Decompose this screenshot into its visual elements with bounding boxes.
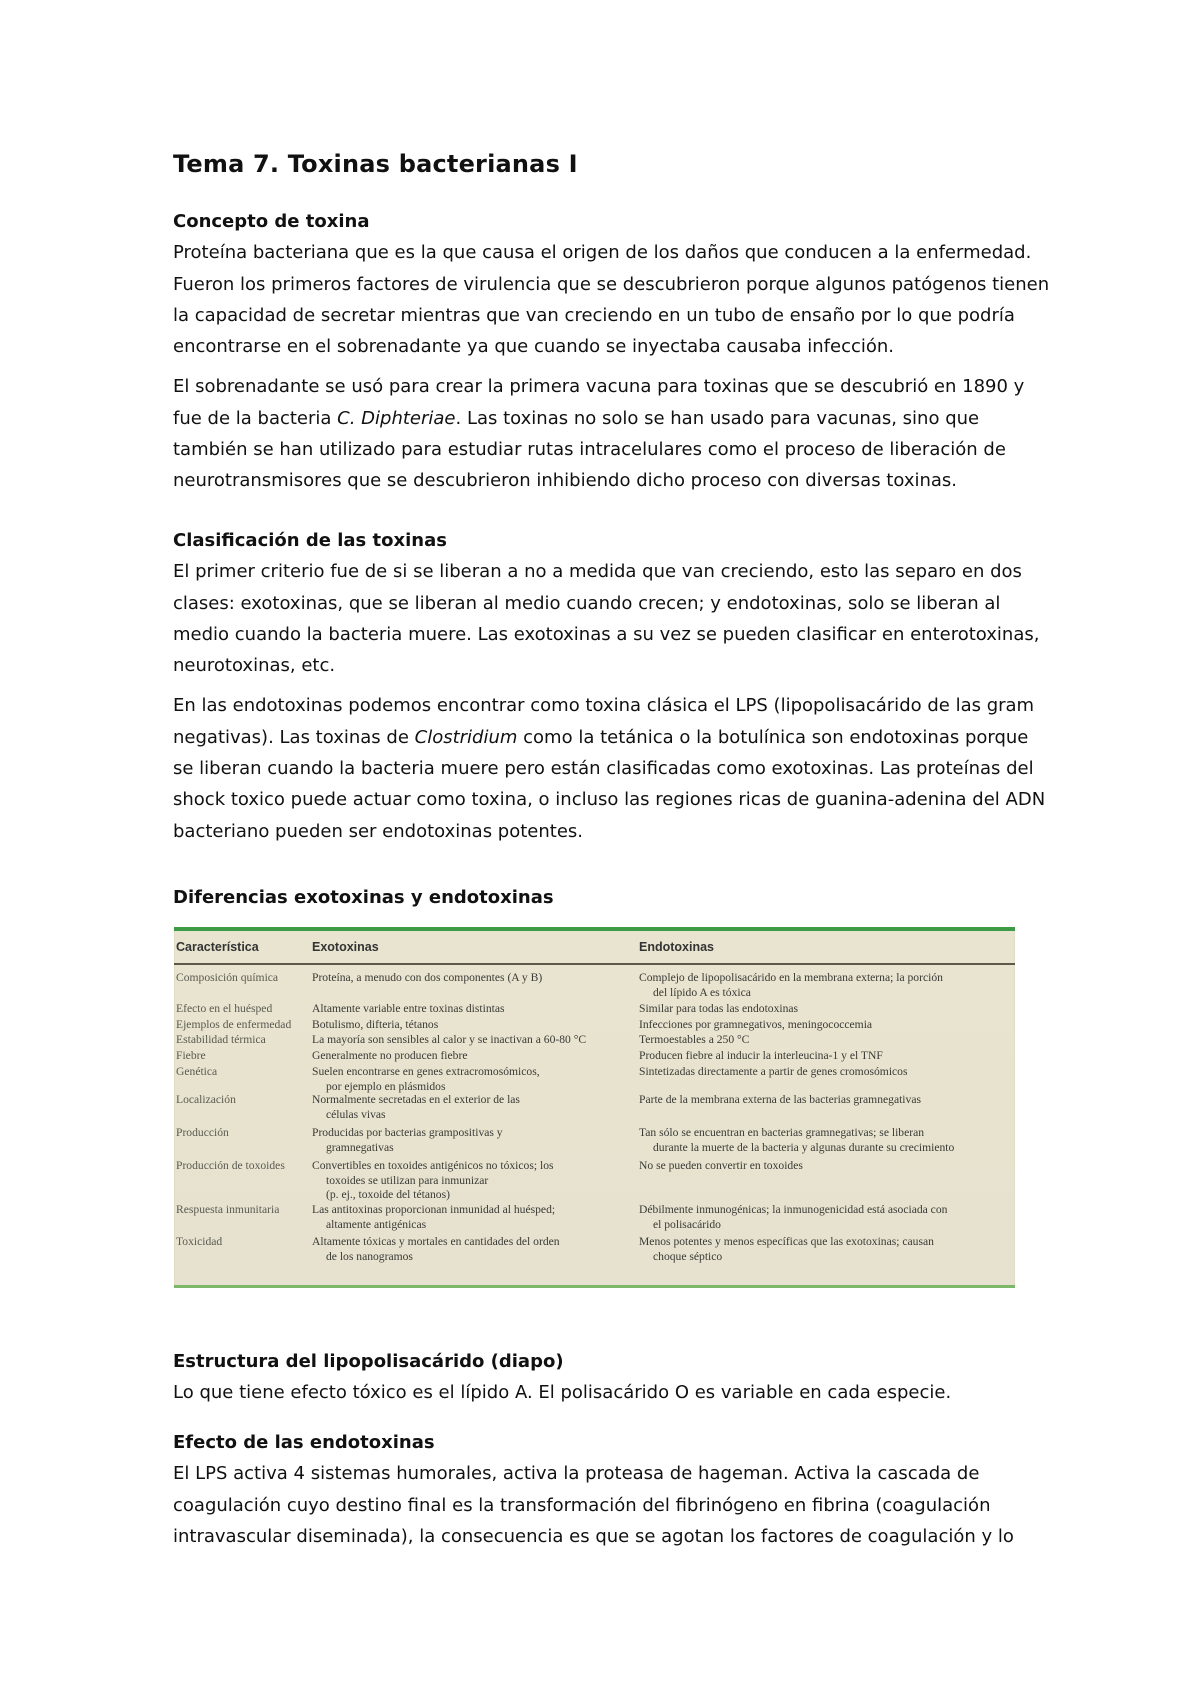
table-cell-line: Convertibles en toxoides antigénicos no tóxicos; los — [312, 1159, 554, 1172]
section-heading: Clasificación de las toxinas — [173, 530, 447, 551]
section-concepto — [173, 206, 1053, 497]
table-cell-line: Altamente tóxicas y mortales en cantidades del orden — [312, 1235, 560, 1248]
table-cell-exotoxinas — [312, 971, 612, 986]
table-cell-endotoxinas — [639, 1203, 1009, 1232]
text-run: . Las toxinas no solo se han usado para vacunas, sino que también se han utilizado para estudiar rutas intracelulares como el proceso de liberación de neurotransmisores que se descubrieron inhibiendo dicho proceso con diversas toxinas. — [173, 407, 1006, 492]
section-heading: Estructura del lipopolisacárido (diapo) — [173, 1351, 564, 1372]
table-cell-line: Débilmente inmunogénicas; la inmunogenicidad está asociada con — [639, 1203, 948, 1216]
table-cell-endotoxinas — [639, 1065, 1009, 1080]
table-cell-line: Similar para todas las endotoxinas — [639, 1002, 799, 1015]
table-cell-line: altamente antigénicas — [326, 1217, 427, 1231]
table-cell-exotoxinas — [312, 1018, 612, 1033]
table-cell-line: Tan sólo se encuentran en bacterias gramnegativas; se liberan — [639, 1126, 925, 1139]
table-header-caracteristica: Característica — [176, 940, 259, 954]
table-cell-line: choque séptico — [653, 1249, 723, 1263]
table-header — [174, 931, 1015, 965]
table-cell-line: No se pueden convertir en toxoides — [639, 1159, 803, 1172]
table-cell-endotoxinas — [639, 1126, 1009, 1155]
table-header-endotoxinas: Endotoxinas — [639, 940, 715, 954]
table-cell-line: Parte de la membrana externa de las bacterias gramnegativas — [639, 1093, 921, 1106]
table-cell-line: Complejo de lipopolisacárido en la membrana externa; la porción — [639, 971, 943, 984]
table-cell-exotoxinas — [312, 1002, 612, 1017]
table-cell-line: de los nanogramos — [326, 1249, 413, 1263]
table-cell-endotoxinas — [639, 1235, 1009, 1264]
table-cell-caracteristica: Producción — [176, 1126, 229, 1139]
table-cell-line: (p. ej., toxoide del tétanos) — [326, 1188, 450, 1201]
section-heading: Diferencias exotoxinas y endotoxinas — [173, 887, 554, 908]
table-cell-line: Termoestables a 250 °C — [639, 1033, 750, 1046]
table-cell-caracteristica: Genética — [176, 1065, 218, 1078]
table-cell-endotoxinas — [639, 1018, 1009, 1033]
text-run: como la tetánica o la botulínica son endotoxinas porque se liberan cuando la bacteria muere pero están clasificadas como exotoxinas. Las proteínas del shock toxico puede actuar como toxina, o incluso las regiones ricas de guanina-adenina del ADN bacteriano pueden ser endotoxinas potentes. — [173, 726, 1046, 842]
species-name: C. Diphteriae — [337, 407, 456, 429]
table-cell-line: durante la muerte de la bacteria y algunas durante su crecimiento — [653, 1140, 955, 1154]
table-cell-line: Altamente variable entre toxinas distintas — [312, 1002, 505, 1015]
table-cell-line: Generalmente no producen fiebre — [312, 1049, 468, 1062]
table-cell-line: Suelen encontrarse en genes extracromosómicos, — [312, 1065, 540, 1078]
table-cell-caracteristica: Composición química — [176, 971, 279, 984]
table-cell-line: células vivas — [326, 1107, 386, 1121]
table-cell-line: toxoides se utilizan para inmunizar — [326, 1173, 489, 1187]
table-cell-caracteristica: Producción de toxoides — [176, 1159, 285, 1172]
table-cell-caracteristica: Toxicidad — [176, 1235, 223, 1248]
text-run: En las endotoxinas podemos encontrar como toxina clásica el LPS (lipopolisacárido de las gram negativas). Las toxinas de — [173, 695, 1035, 748]
table-cell-caracteristica: Fiebre — [176, 1049, 206, 1062]
section-estructura — [173, 1346, 1053, 1409]
table-cell-line: Las antitoxinas proporcionan inmunidad al huésped; — [312, 1203, 556, 1216]
table-cell-exotoxinas — [312, 1049, 612, 1064]
table-cell-endotoxinas — [639, 1033, 1009, 1048]
table-cell-line: Menos potentes y menos específicas que las exotoxinas; causan — [639, 1235, 934, 1248]
table-cell-line: el polisacárido — [653, 1217, 721, 1231]
table-cell-line: Botulismo, difteria, tétanos — [312, 1018, 439, 1031]
table-cell-caracteristica: Efecto en el huésped — [176, 1002, 273, 1015]
table-cell-line: Producidas por bacterias grampositivas y — [312, 1126, 503, 1139]
table-cell-exotoxinas — [312, 1235, 612, 1264]
table-cell-caracteristica: Estabilidad térmica — [176, 1033, 266, 1046]
table-cell-line: Infecciones por gramnegativos, meningococcemia — [639, 1018, 873, 1031]
page-title: Tema 7. Toxinas bacterianas I — [173, 150, 578, 178]
section-clasificacion — [173, 525, 1053, 847]
table-cell-caracteristica: Respuesta inmunitaria — [176, 1203, 280, 1216]
table-cell-endotoxinas — [639, 1002, 1009, 1017]
table-cell-endotoxinas — [639, 1093, 1009, 1108]
table-cell-caracteristica: Ejemplos de enfermedad — [176, 1018, 292, 1031]
table-cell-line: por ejemplo en plásmidos — [326, 1079, 446, 1093]
text-run: El sobrenadante se usó para crear la primera vacuna para toxinas que se descubrió en 1890 y fue de la bacteria — [173, 376, 1025, 429]
table-header-exotoxinas: Exotoxinas — [312, 940, 379, 954]
table-cell-exotoxinas — [312, 1093, 612, 1122]
table-cell-exotoxinas — [312, 1065, 612, 1094]
section-efecto — [173, 1427, 1053, 1552]
table-cell-exotoxinas — [312, 1203, 612, 1232]
table-cell-caracteristica: Localización — [176, 1093, 236, 1106]
table-cell-line: Sintetizadas directamente a partir de genes cromosómicos — [639, 1065, 908, 1078]
section-heading: Efecto de las endotoxinas — [173, 1432, 435, 1453]
table-cell-exotoxinas — [312, 1159, 612, 1203]
paragraph — [173, 690, 1053, 846]
paragraph — [173, 371, 1053, 496]
paragraph: Proteína bacteriana que es la que causa el origen de los daños que conducen a la enfermedad. Fueron los primeros factores de virulencia que se descubrieron porque algunos patógenos tienen la capacidad de secretar mientras que van creciendo en un tubo de ensaño por lo que podría encontrarse en el sobrenadante ya que cuando se inyectaba causaba infección. — [173, 242, 1050, 358]
genus-name: Clostridium — [414, 726, 518, 748]
table-cell-endotoxinas — [639, 1159, 1009, 1174]
section-heading: Concepto de toxina — [173, 211, 370, 232]
table-cell-line: Producen fiebre al inducir la interleucina-1 y el TNF — [639, 1049, 883, 1062]
table-cell-line: La mayoría son sensibles al calor y se inactivan a 60-80 °C — [312, 1033, 587, 1046]
table-cell-endotoxinas — [639, 971, 1009, 1000]
comparison-table-image — [174, 927, 1015, 1288]
table-cell-line: Proteína, a menudo con dos componentes (A y B) — [312, 971, 543, 984]
section-diferencias — [173, 882, 1053, 913]
paragraph: Lo que tiene efecto tóxico es el lípido A. El polisacárido O es variable en cada especie. — [173, 1382, 952, 1404]
table-cell-exotoxinas — [312, 1126, 612, 1155]
table-cell-line: gramnegativas — [326, 1140, 394, 1154]
table-cell-line: Normalmente secretadas en el exterior de las — [312, 1093, 520, 1106]
table-cell-exotoxinas — [312, 1033, 612, 1048]
table-cell-line: del lípido A es tóxica — [653, 985, 751, 999]
paragraph: El LPS activa 4 sistemas humorales, activa la proteasa de hageman. Activa la cascada de coagulación cuyo destino final es la transformación del fibrinógeno en fibrina (coagulación intravascular diseminada), la consecuencia es que se agotan los factores de coagulación y lo — [173, 1463, 1014, 1547]
table-bottom-rule — [174, 1285, 1015, 1288]
paragraph: El primer criterio fue de si se liberan a no a medida que van creciendo, esto las separo en dos clases: exotoxinas, que se liberan al medio cuando crecen; y endotoxinas, solo se liberan al medio cuando la bacteria muere. Las exotoxinas a su vez se pueden clasificar en enterotoxinas, neurotoxinas, etc. — [173, 561, 1040, 677]
table-cell-endotoxinas — [639, 1049, 1009, 1064]
